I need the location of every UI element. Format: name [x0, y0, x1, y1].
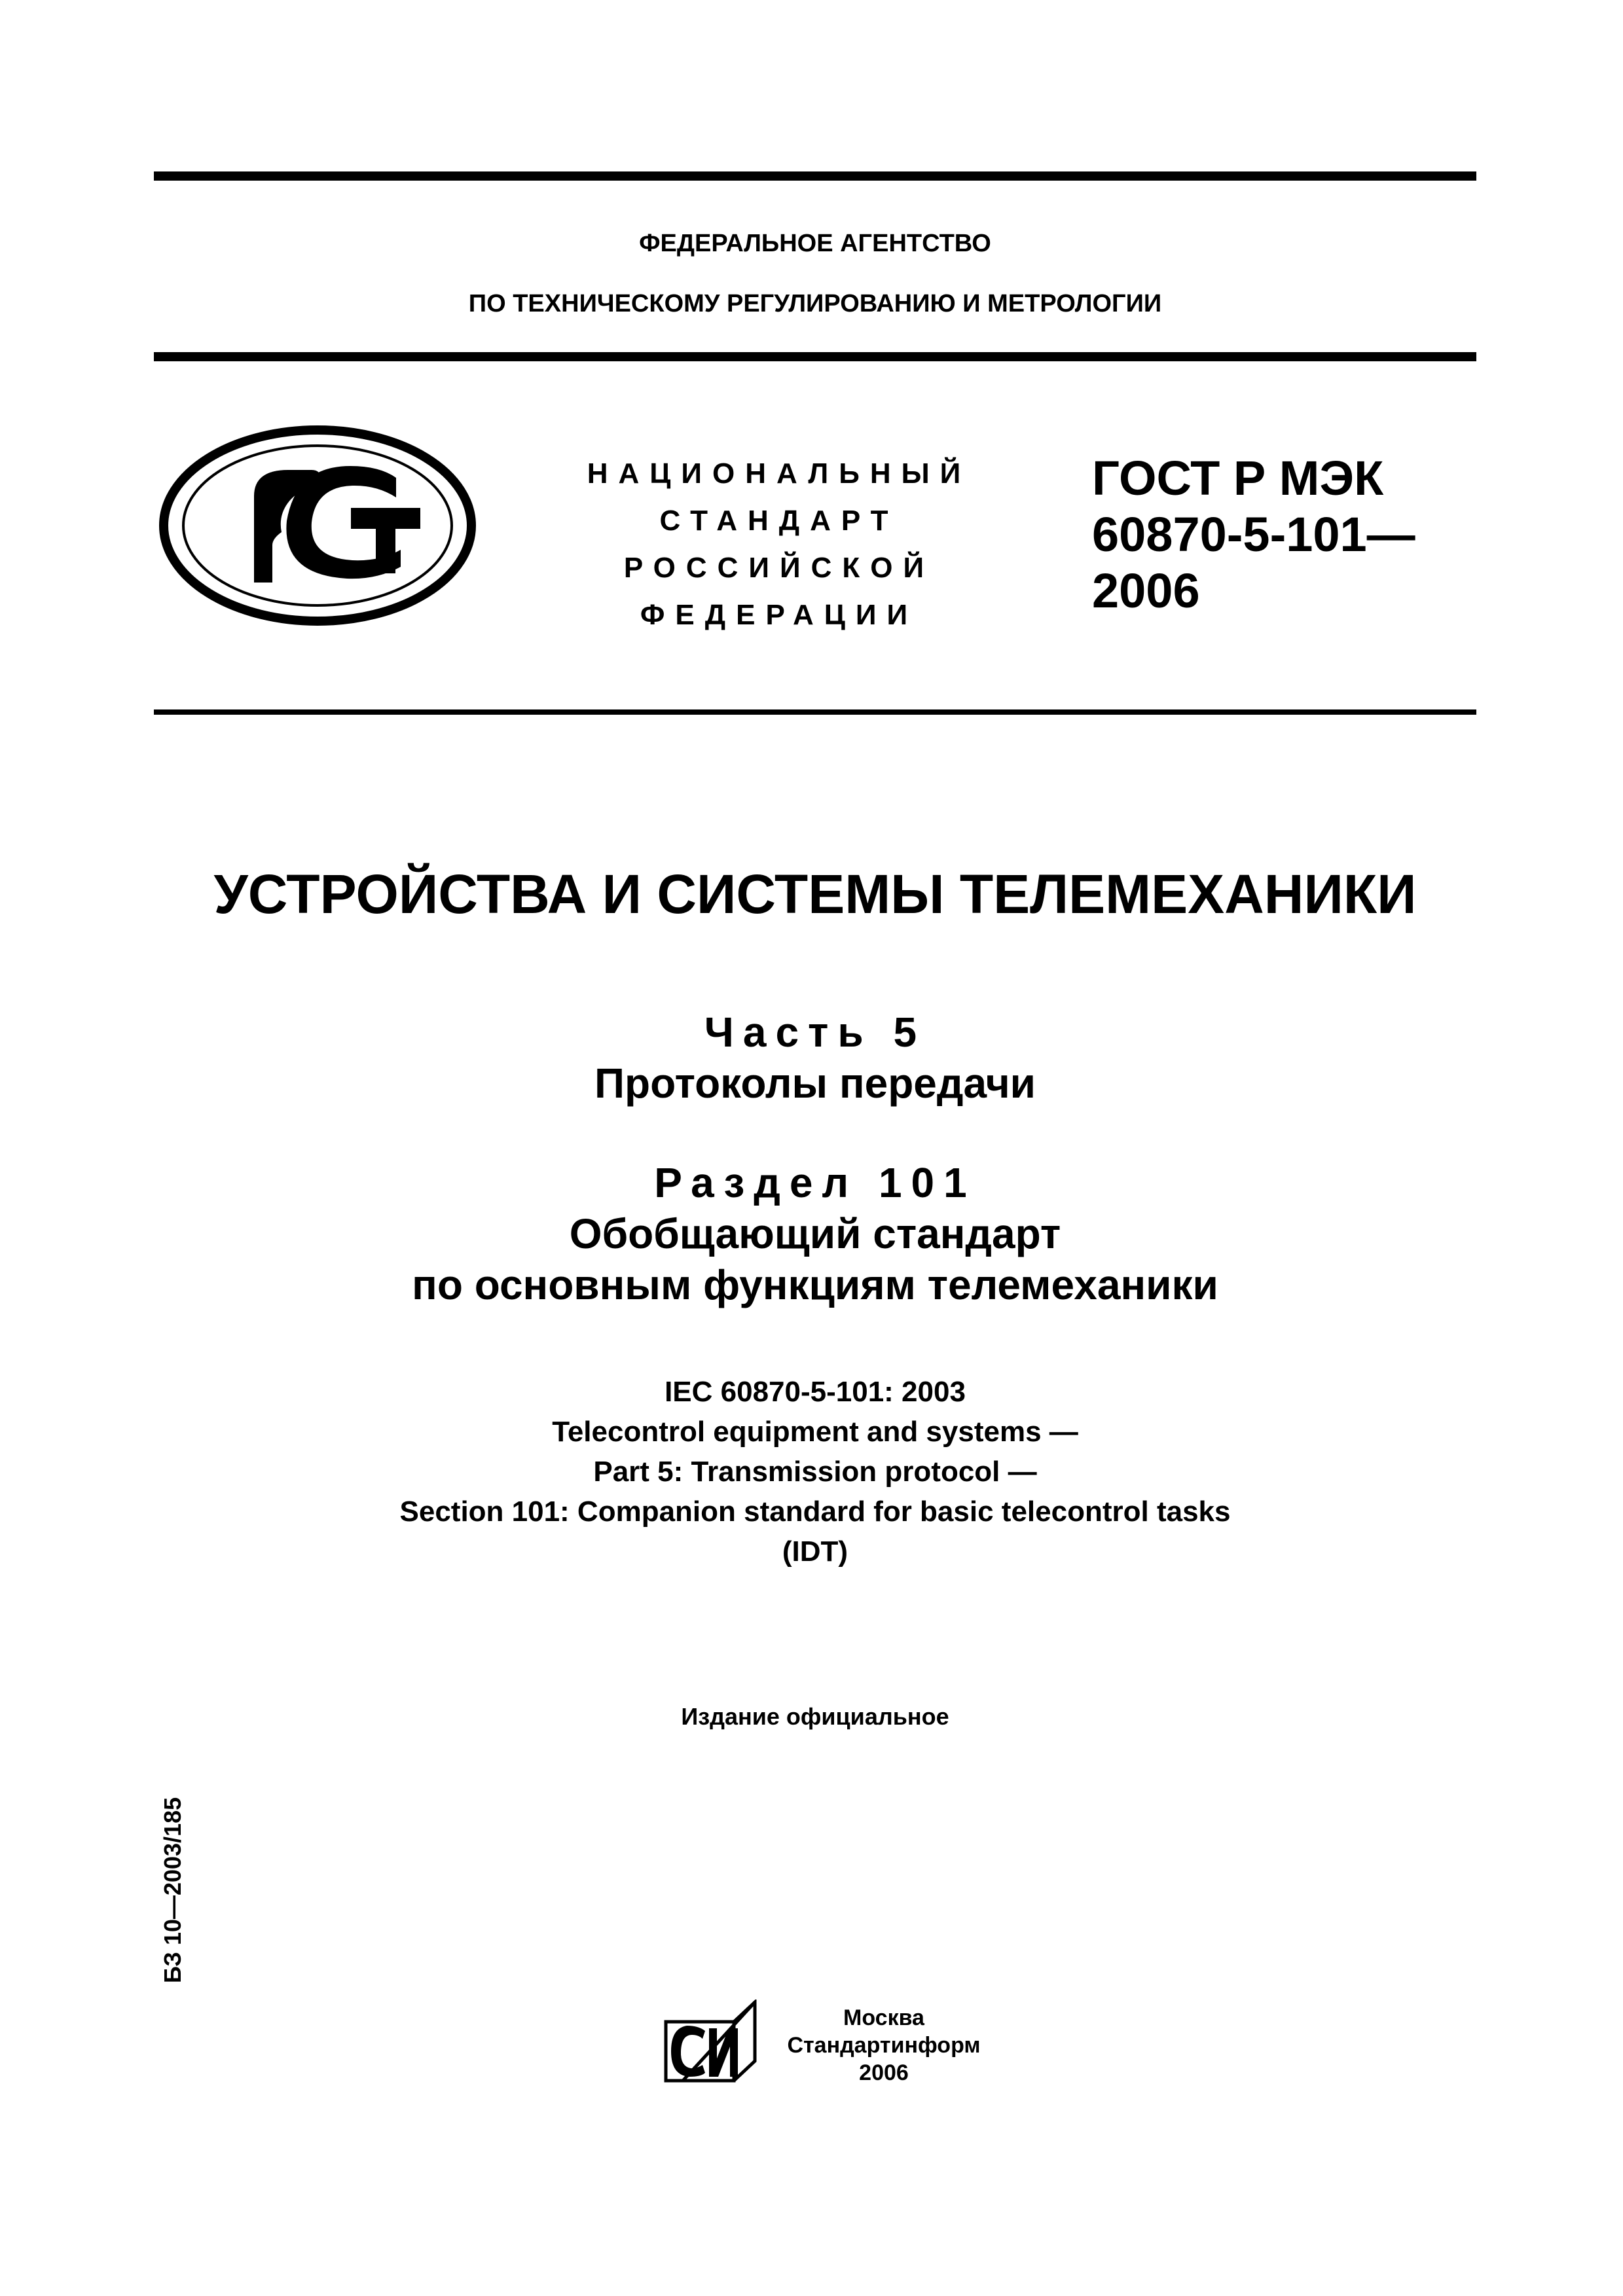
section-block [154, 1157, 1476, 1310]
header-bottom-rule [154, 709, 1476, 715]
iec-line-5: (IDT) [782, 1535, 848, 1568]
designation-line-2: 60870-5-101— [1092, 507, 1415, 562]
agency-line-1: ФЕДЕРАЛЬНОЕ АГЕНТСТВО [639, 230, 991, 257]
national-standard-line-3: РОССИЙСКОЙ [623, 552, 935, 584]
iec-line-2: Telecontrol equipment and systems — [552, 1416, 1078, 1448]
national-standard-block [543, 450, 1015, 639]
bz-code: БЗ 10—2003/185 [159, 1797, 186, 1983]
publisher-block [773, 2004, 995, 2087]
national-standard-line-4: ФЕДЕРАЦИИ [640, 599, 919, 631]
national-standard-line-1: НАЦИОНАЛЬНЫЙ [587, 457, 972, 490]
section-label: Раздел 101 [654, 1159, 976, 1206]
agency-name [154, 213, 1476, 334]
publisher-year: 2006 [859, 2060, 909, 2085]
iec-line-4: Section 101: Companion standard for basic telecontrol tasks [399, 1496, 1231, 1528]
agency-line-2: ПО ТЕХНИЧЕСКОМУ РЕГУЛИРОВАНИЮ И МЕТРОЛОГИИ [468, 290, 1162, 317]
section-name-line-1: Обобщающий стандарт [569, 1210, 1061, 1257]
document-title: УСТРОЙСТВА И СИСТЕМЫ ТЕЛЕМЕХАНИКИ [213, 863, 1417, 925]
part-block [154, 1007, 1476, 1109]
designation-line-3: 2006 [1092, 564, 1200, 618]
iec-reference [154, 1372, 1476, 1571]
iec-line-1: IEC 60870-5-101: 2003 [665, 1376, 966, 1408]
part-label: Часть 5 [704, 1009, 926, 1056]
national-standard-line-2: СТАНДАРТ [659, 505, 899, 537]
publisher-city: Москва [843, 2005, 924, 2030]
designation-line-1: ГОСТ Р МЭК [1092, 451, 1384, 505]
iec-line-3: Part 5: Transmission protocol — [593, 1456, 1037, 1488]
agency-bottom-rule [154, 352, 1476, 361]
publisher-name: Стандартинформ [787, 2033, 981, 2058]
rst-certification-mark-icon [157, 424, 478, 627]
section-name-line-2: по основным функциям телемеханики [412, 1261, 1218, 1308]
standartinform-logo-icon [663, 2000, 761, 2085]
standard-designation [1092, 450, 1511, 619]
top-rule [154, 171, 1476, 181]
part-name: Протоколы передачи [594, 1060, 1036, 1107]
edition-label: Издание официальное [681, 1703, 949, 1730]
